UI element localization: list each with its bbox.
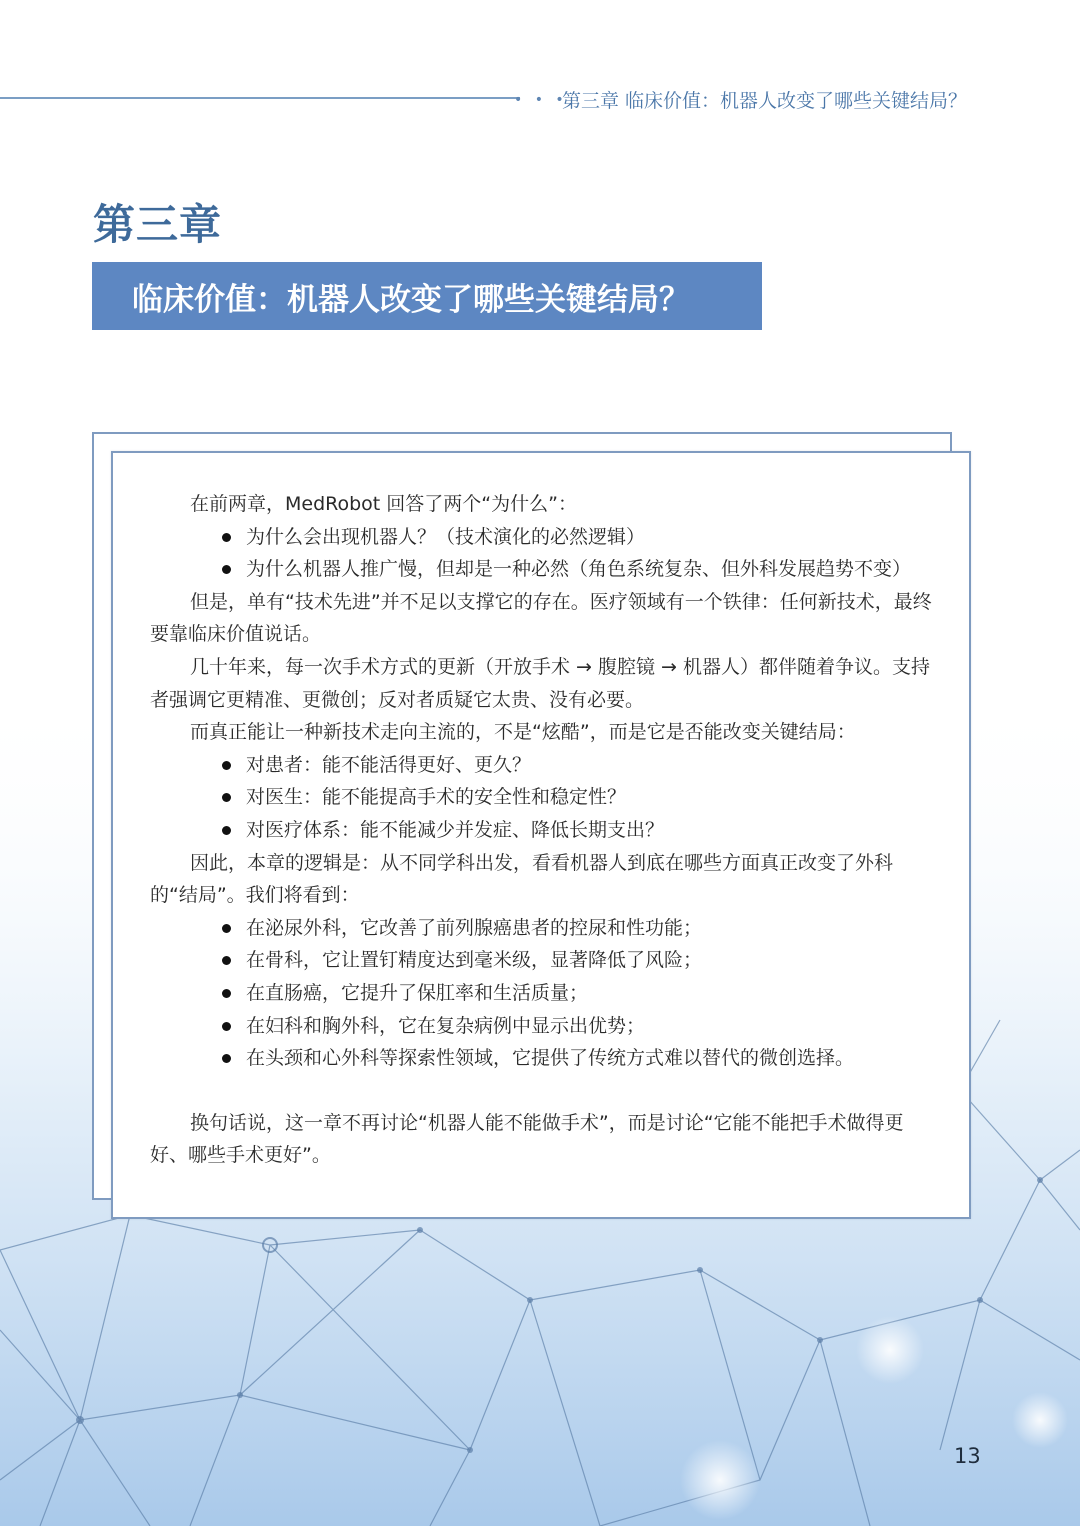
bullet-icon	[222, 956, 231, 965]
chapter-number: 第三章	[93, 200, 223, 249]
running-header: 第三章 临床价值：机器人改变了哪些关键结局？	[562, 90, 968, 112]
bullet-icon	[222, 826, 231, 835]
list-item-text: 在头颈和心外科等探索性领域，它提供了传统方式难以替代的微创选择。	[246, 1047, 855, 1070]
list-item-text: 在直肠癌，它提升了保肛率和生活质量；	[246, 981, 589, 1004]
header-dots: • • •	[514, 92, 568, 108]
list-item-text: 在泌尿外科，它改善了前列腺癌患者的控尿和性功能；	[246, 916, 703, 939]
header-rule	[0, 97, 520, 99]
why-list	[150, 521, 940, 586]
bullet-icon	[222, 533, 231, 542]
list-item	[150, 521, 940, 554]
list-item	[150, 1010, 940, 1043]
list-item-text: 为什么机器人推广慢，但却是一种必然（角色系统复杂、但外科发展趋势不变）	[246, 558, 912, 581]
conclusion-paragraph: 换句话说，这一章不再讨论“机器人能不能做手术”，而是讨论“它能不能把手术做得更好、哪些手术更好”。	[150, 1111, 904, 1167]
list-item	[150, 749, 940, 782]
list-item	[150, 912, 940, 945]
list-item-text: 对患者：能不能活得更好、更久？	[246, 753, 532, 776]
bullet-icon	[222, 1022, 231, 1031]
content-body	[150, 488, 940, 1172]
list-item-text: 在骨科，它让置钉精度达到毫米级，显著降低了风险；	[246, 949, 703, 972]
intro-paragraph: 在前两章，MedRobot 回答了两个“为什么”：	[190, 493, 577, 515]
bullet-icon	[222, 924, 231, 933]
therefore-paragraph: 因此，本章的逻辑是：从不同学科出发，看看机器人到底在哪些方面真正改变了外科的“结局”。我们将看到：	[150, 851, 894, 907]
list-item-text: 在妇科和胸外科，它在复杂病例中显示出优势；	[246, 1014, 646, 1037]
but-paragraph: 但是，单有“技术先进”并不足以支撑它的存在。医疗领域有一个铁律：任何新技术，最终要靠临床价值说话。	[150, 590, 932, 646]
bullet-icon	[222, 793, 231, 802]
list-item-text: 对医生：能不能提高手术的安全性和稳定性？	[246, 786, 627, 809]
decades-paragraph: 几十年来，每一次手术方式的更新（开放手术 → 腹腔镜 → 机器人）都伴随着争议。支持者强调它更精准、更微创；反对者质疑它太贵、没有必要。	[150, 655, 931, 711]
bullet-icon	[222, 565, 231, 574]
list-item	[150, 1042, 940, 1075]
real-paragraph: 而真正能让一种新技术走向主流的，不是“炫酷”，而是它是否能改变关键结局：	[190, 721, 856, 744]
bullet-icon	[222, 989, 231, 998]
chapter-title: 临床价值：机器人改变了哪些关键结局？	[132, 281, 690, 318]
chapter-title-banner	[92, 262, 762, 330]
list-item	[150, 977, 940, 1010]
paragraph-gap	[150, 1075, 940, 1107]
specialty-list	[150, 912, 940, 1075]
bullet-icon	[222, 761, 231, 770]
list-item-text: 为什么会出现机器人？（技术演化的必然逻辑）	[246, 525, 646, 548]
list-item	[150, 553, 940, 586]
outcome-list	[150, 749, 940, 847]
list-item-text: 对医疗体系：能不能减少并发症、降低长期支出？	[246, 818, 665, 841]
bullet-icon	[222, 1054, 231, 1063]
list-item	[150, 781, 940, 814]
list-item	[150, 944, 940, 977]
list-item	[150, 814, 940, 847]
page-number: 13	[954, 1444, 981, 1468]
